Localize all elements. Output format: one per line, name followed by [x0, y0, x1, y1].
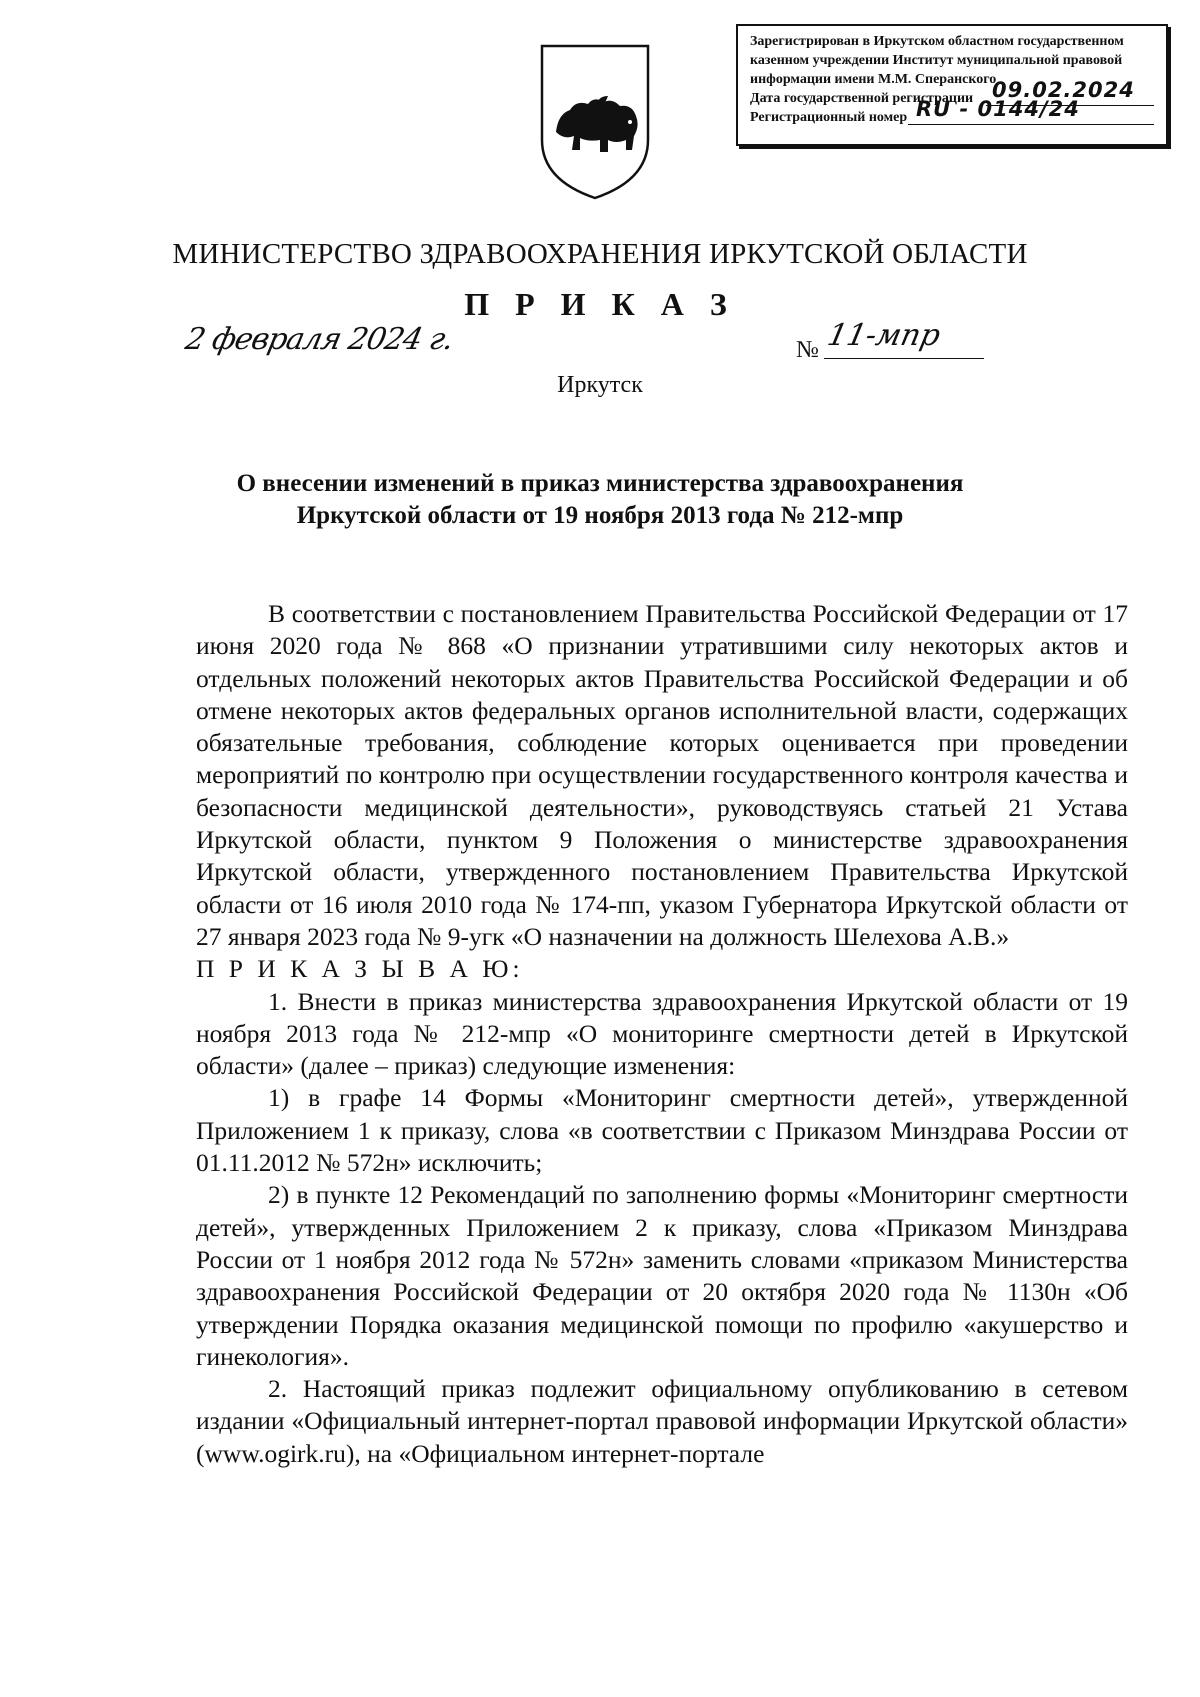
stamp-date-handwritten: 09.02.2024: [992, 78, 1135, 102]
stamp-number-label: Регистрационный номер: [750, 110, 908, 125]
body-item-1: 1. Внести в приказ министерства здравоохранения Иркутской области от 19 ноября 2013 года № 212-мпр «О мониторинге смертности детей в Иркутской области» (далее – приказ) следующие изменения:: [196, 986, 1128, 1081]
stamp-line-3: информации имени М.М. Сперанского: [750, 72, 997, 87]
body-item-2: 2. Настоящий приказ подлежит официальному опубликованию в сетевом издании «Официальный интернет-портал правовой информации Иркутской области» (www.ogirk.ru), на «Официальном интернет-портале: [196, 1374, 1128, 1468]
document-type-title: П Р И К А З: [464, 286, 736, 322]
body-order-word: П Р И К А З Ы В А Ю:: [196, 954, 524, 984]
coat-of-arms-emblem: [536, 40, 654, 202]
subject-line-1: О внесении изменений в приказ министерства здравоохранения: [236, 470, 964, 497]
city-name: Иркутск: [557, 372, 643, 398]
body-preamble: В соответствии с постановлением Правительства Российской Федерации от 17 июня 2020 года № 868 «О признании утратившими силу некоторых актов и отдельных положений некоторых актов Правительства Российской Федерации и об отмене некоторых актов федеральных органов исполнительной власти, содержащих обязательные требования, соблюдение которых оценивается при проведении мероприятий по контролю при осуществлении государственного контроля качества и безопасности медицинской деятельности», руководствуясь статьей 21 Устава Иркутской области, пунктом 9 Положения о министерстве здравоохранения Иркутской области, утвержденного постановлением Правительства Иркутской области от 16 июля 2010 года № 174-пп, указом Губернатора Иркутской области от 27 января 2023 года № 9-угк «О назначении на должность Шелехова А.В.»: [196, 599, 1128, 951]
order-number-label: №: [796, 337, 819, 363]
order-date-handwritten: 2 февраля 2024 г.: [182, 322, 457, 357]
registration-stamp: [736, 24, 1168, 146]
stamp-date-label: Дата государственной регистрации: [750, 91, 974, 106]
subject-line-2: Иркутской области от 19 ноября 2013 года № 212-мпр: [296, 502, 904, 529]
stamp-line-2: казенном учреждении Институт муниципальной правовой: [750, 53, 1123, 68]
stamp-line-1: Зарегистрирован в Иркутском областном государственном: [750, 34, 1124, 49]
order-subject: [150, 468, 1050, 532]
ministry-name: МИНИСТЕРСТВО ЗДРАВООХРАНЕНИЯ ИРКУТСКОЙ ОБЛАСТИ: [172, 238, 1028, 270]
body-item-1-subitem-2: 2) в пункте 12 Рекомендаций по заполнению формы «Мониторинг смертности детей», утвержденных Приложением 2 к приказу, слова «Приказом Минздрава России от 1 ноября 2012 года № 572н» заменить словами «приказом Министерства здравоохранения Российской Федерации от 20 октября 2020 года № 1130н «Об утверждении Порядка оказания медицинской помощи по профилю «акушерство и гинекология».: [196, 1180, 1128, 1371]
stamp-number-handwritten: RU - 0144/24: [916, 97, 1080, 121]
order-number-handwritten: 11-мпр: [824, 318, 944, 353]
order-body: [196, 598, 1128, 1470]
order-number-underline: [824, 358, 984, 359]
stamp-number-underline: [908, 124, 1154, 125]
body-item-1-subitem-1: 1) в графе 14 Формы «Мониторинг смертности детей», утвержденной Приложением 1 к приказу, слова «в соответствии с Приказом Минздрава России от 01.11.2012 № 572н» исключить;: [196, 1083, 1128, 1178]
